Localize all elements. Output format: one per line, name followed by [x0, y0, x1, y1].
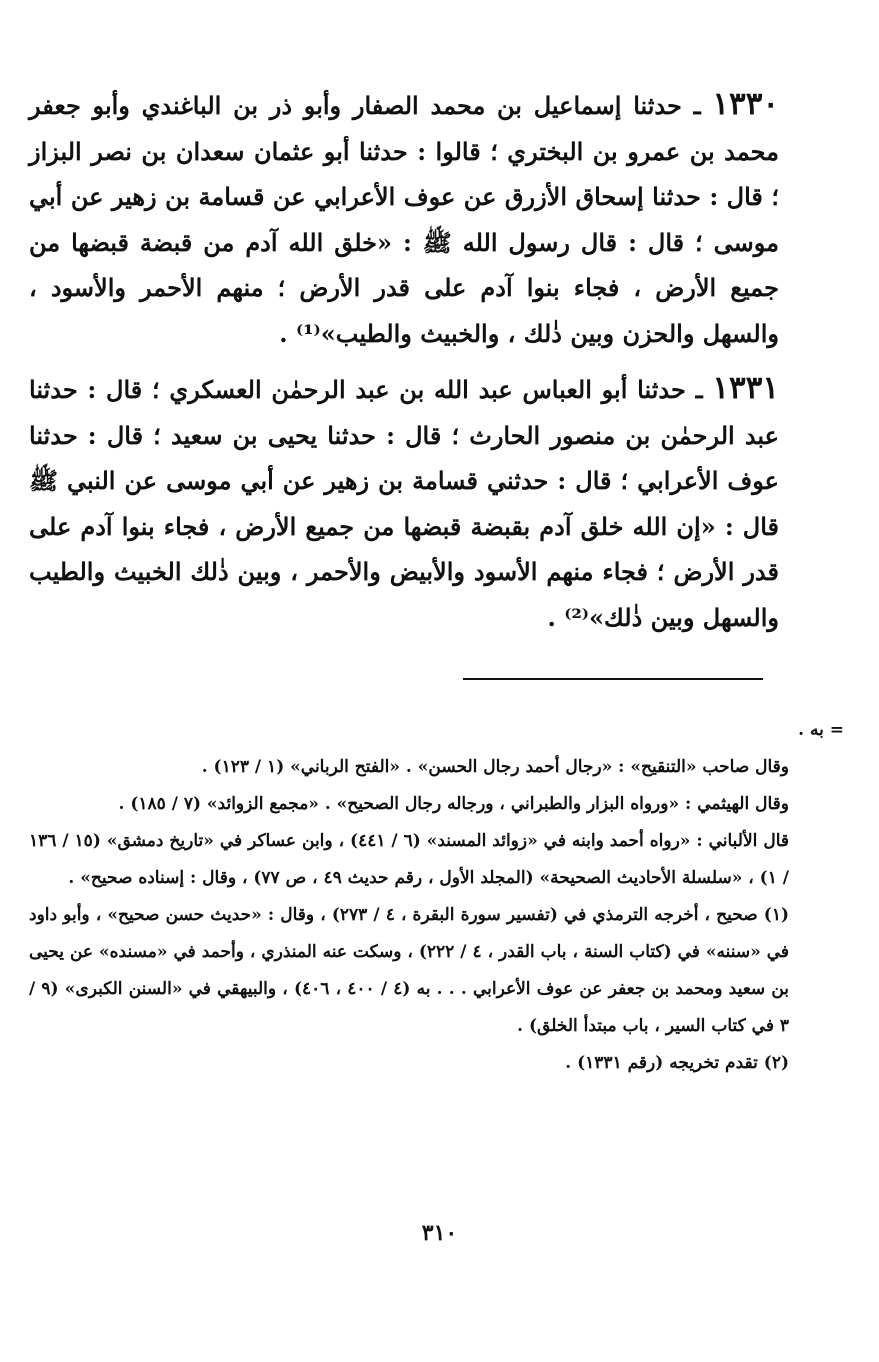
footnote-continuation: = به . — [798, 720, 844, 740]
footnote-divider — [463, 678, 763, 680]
footnote-2: (٢) تقدم تخريجه (رقم ١٣٣١) . — [565, 1053, 789, 1073]
footnote-paragraph: قال الألباني : «رواه أحمد وابنه في «زوائد المسند» (٦ / ٤٤١) ، وابن عساكر في «تاريخ دمشق» (١٥ / ١٣٦ / ١) ، «سلسلة الأحاديث الصحيحة» (المجلد الأول ، رقم حديث ٤٩ ، ص ٧٧) ، وقال : إسناده صحيح» . — [29, 831, 790, 888]
hadith-1331 — [29, 366, 779, 640]
footnote-paragraph: وقال الهيثمي : «ورواه البزار والطبراني ، ورجاله رجال الصحيح» . «مجمع الزوائد» (٧ / ١٨٥) . — [118, 794, 789, 814]
hadith-text: ـ حدثنا إسماعيل بن محمد الصفار وأبو ذر بن الباغندي وأبو جعفر محمد بن عمرو بن البختري ؛ قالوا : حدثنا أبو عثمان سعدان بن نصر البزاز ؛ قال : حدثنا إسحاق الأزرق عن عوف الأعرابي عن قسامة بن زهير عن أبي موسى ؛ قال : قال رسول الله ﷺ : «خلق الله آدم من قبضة قبضها من جميع الأرض ، فجاء بنوا آدم على قدر الأرض ؛ منهم الأحمر والأسود ، والسهل والحزن وبين ذٰلك ، والخبيث والطيب»⁽¹⁾ . — [29, 91, 779, 348]
hadith-1330 — [29, 82, 779, 356]
footnote-paragraph: وقال صاحب «التنقيح» : «رجال أحمد رجال الحسن» . «الفتح الرباني» (١ / ١٢٣) . — [201, 757, 789, 777]
hadith-number: ١٣٣٠ — [712, 86, 779, 122]
hadith-number: ١٣٣١ — [712, 370, 779, 406]
hadith-text: ـ حدثنا أبو العباس عبد الله بن عبد الرحمٰن العسكري ؛ قال : حدثنا عبد الرحمٰن بن منصور الحارث ؛ قال : حدثنا يحيى بن سعيد ؛ قال : حدثنا عوف الأعرابي ؛ قال : حدثني قسامة بن زهير عن أبي موسى عن النبي ﷺ قال : «إن الله خلق آدم بقبضة قبضها من جميع الأرض ، فجاء بنوا آدم على قدر الأرض ؛ فجاء منهم الأسود والأبيض والأحمر ، وبين ذٰلك الخبيث والطيب والسهل وبين ذٰلك»⁽²⁾ . — [29, 375, 779, 632]
footnote-1: (١) صحيح ، أخرجه الترمذي في (تفسير سورة البقرة ، ٤ / ٢٧٣) ، وقال : «حديث حسن صحيح» ، وأبو داود في «سننه» في (كتاب السنة ، باب القدر ، ٤ / ٢٢٢) ، وسكت عنه المنذري ، وأحمد في «مسنده» عن يحيى بن سعيد ومحمد بن جعفر عن عوف الأعرابي . . . به (٤ / ٤٠٠ ، ٤٠٦) ، والبيهقي في «السنن الكبرى» (٩ / ٣ في كتاب السير ، باب مبتدأ الخلق) . — [29, 905, 790, 1036]
page-number: ٣١٠ — [421, 1220, 458, 1246]
footnotes — [29, 712, 844, 1082]
main-text — [29, 82, 779, 650]
